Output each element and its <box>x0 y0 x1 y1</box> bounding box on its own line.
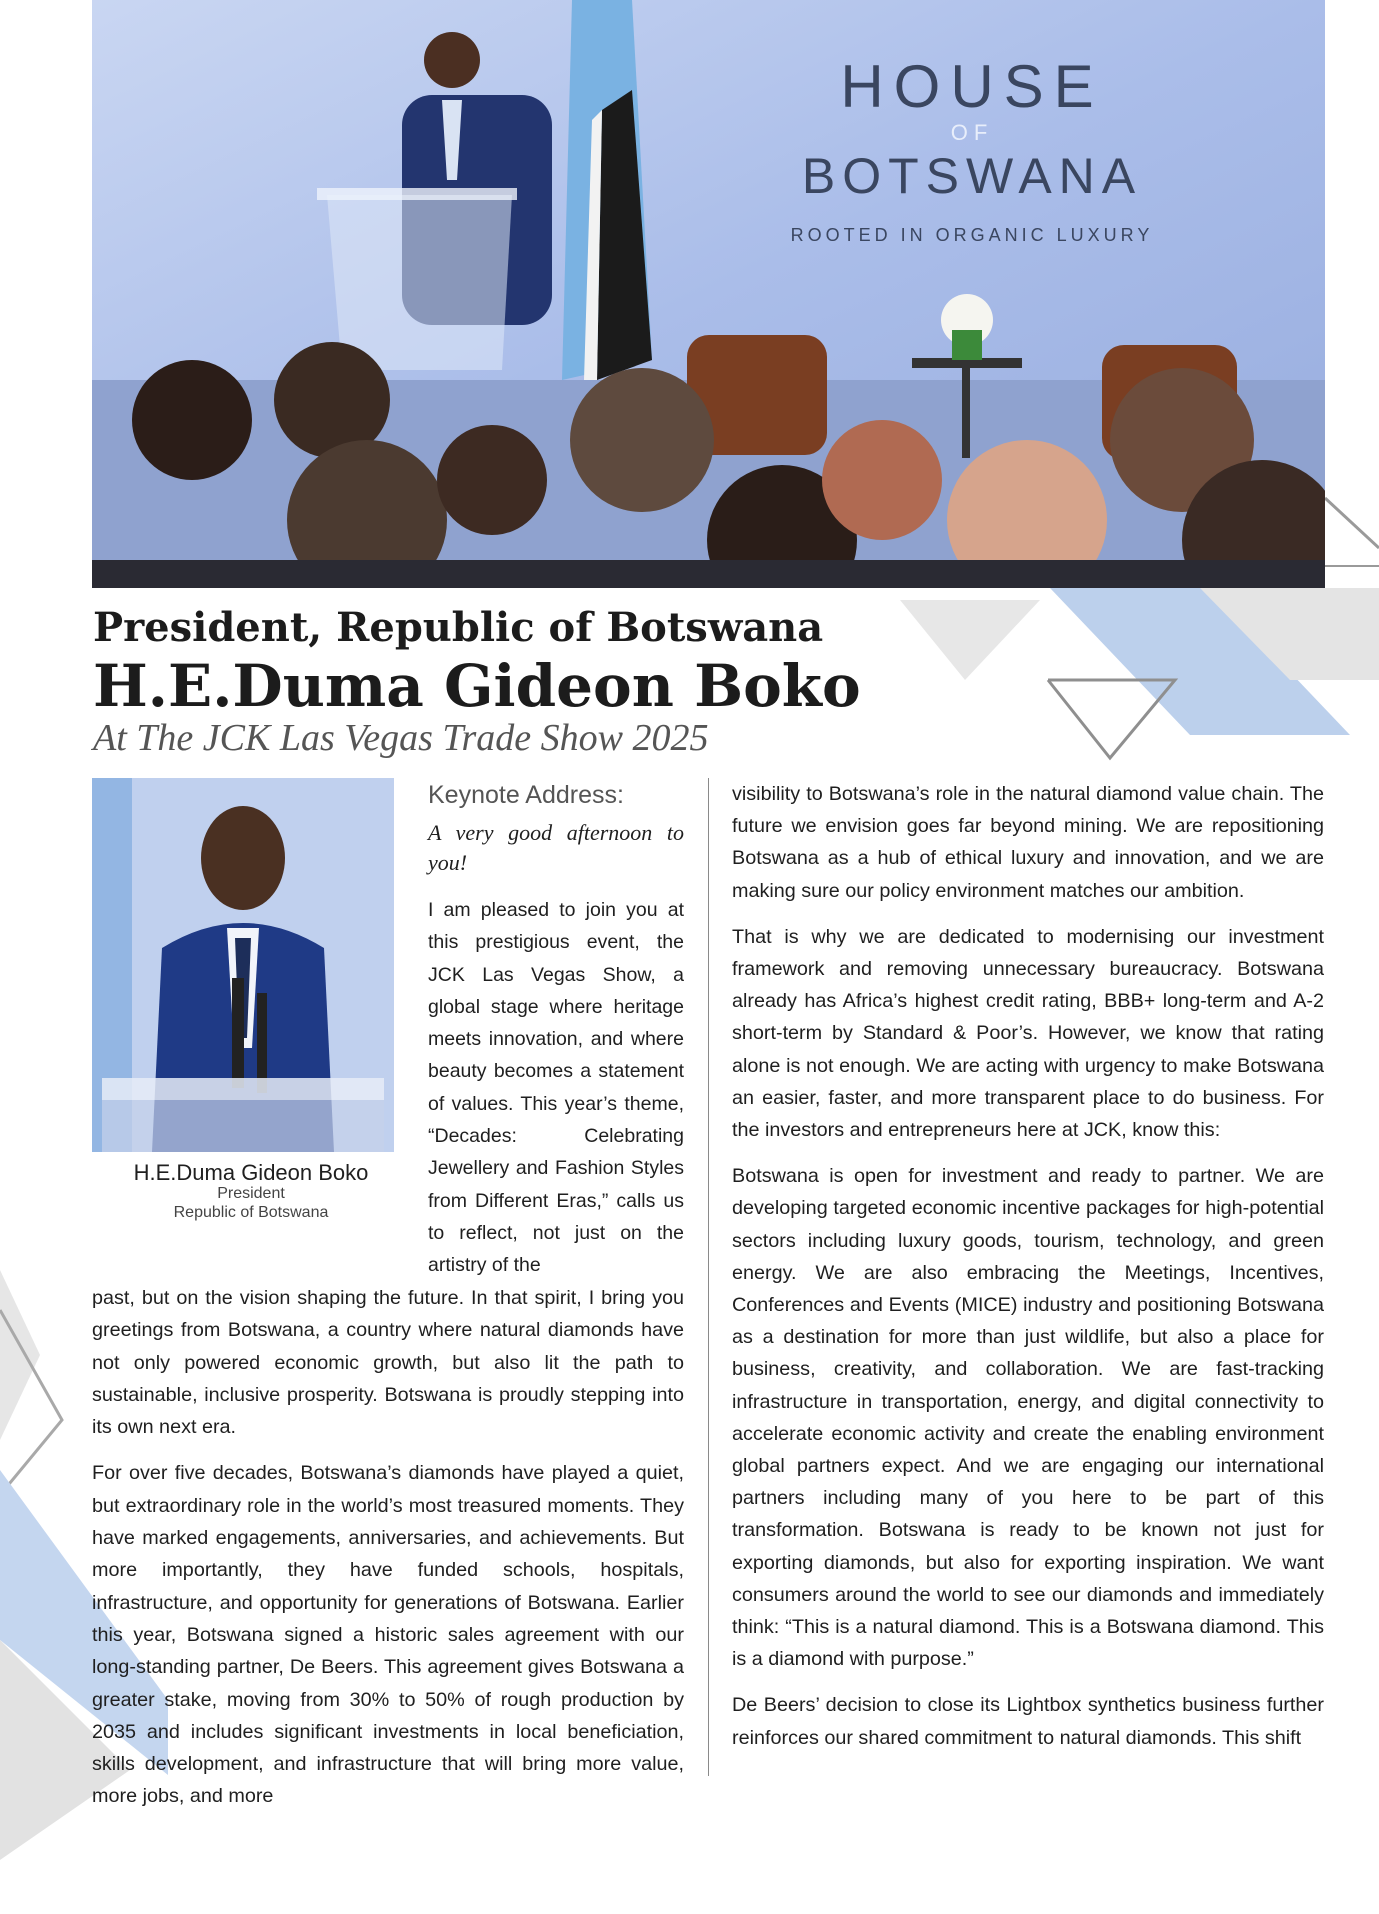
greeting: A very good afternoon to you! <box>428 820 684 875</box>
banner-text <box>732 55 1212 246</box>
paragraph-1-part-1: I am pleased to join you at this prestigious event, the JCK Las Vegas Show, a global stage where heritage meets innovation, and where beauty becomes a statement of values. This year’s theme, “Decades: Celebrating Jewellery and Fashion Styles from Different Eras,” calls us to reflect, not just on the artistry of the <box>428 899 684 1277</box>
caption-country: Republic of Botswana <box>173 1203 329 1221</box>
article-left-column <box>92 1282 684 1813</box>
paragraph-6: De Beers’ decision to close its Lightbox synthetics business further reinforces our shared commitment to natural diamonds. This shift <box>732 1694 1324 1749</box>
caption-role: President <box>217 1185 285 1203</box>
hero-photo <box>92 0 1325 588</box>
paragraph-2: For over five decades, Botswana’s diamonds have played a quiet, but extraordinary role in the world’s most treasured moments. They have marked engagements, anniversaries, and achievements. But more importantly, they have funded schools, hospitals, infrastructure, and opportunity for generations of Botswana. Earlier this year, Botswana signed a historic sales agreement with our long-standing partner, De Beers. This agreement gives Botswana a greater stake, moving from 30% to 50% of rough production by 2035 and includes significant investments in local beneficiation, skills development, and infrastructure that will bring more value, more jobs, and more <box>92 1462 684 1808</box>
paragraph-5: Botswana is open for investment and ready to partner. We are developing targeted economic incentive packages for high-potential sectors including luxury goods, tourism, technology, and green energy. We are also embracing the Meetings, Incentives, Conferences and Events (MICE) industry and positioning Botswana as a destination for more than just wildlife, but also a place for business, creativity, and collaboration. We are fast-tracking infrastructure in transportation, energy, and digital connectivity to accelerate economic activity and create the enabling environment global partners expect. And we are engaging our international partners including many of you here to be part of this transformation. Botswana is ready to be known not just for exporting diamonds, but also for exporting inspiration. We want consumers around the world to see our diamonds and immediately think: “This is a natural diamond. This is a Botswana diamond. This is a diamond with purpose.” <box>732 1165 1324 1671</box>
banner-tagline: ROOTED IN ORGANIC LUXURY <box>790 225 1154 245</box>
banner-line2: OF <box>950 120 994 145</box>
column-divider <box>708 778 709 1776</box>
paragraph-3: visibility to Botswana’s role in the natural diamond value chain. The future we envision goes far beyond mining. We are repositioning Botswana as a hub of ethical luxury and innovation, and we are making sure our policy environment matches our ambition. <box>732 783 1324 902</box>
article-intro-column <box>428 778 684 1282</box>
portrait-caption <box>92 1160 410 1222</box>
portrait-photo <box>92 778 394 1152</box>
banner-line1: HOUSE <box>840 53 1104 120</box>
caption-name: H.E.Duma Gideon Boko <box>133 1160 369 1185</box>
heading-title-role: President, Republic of Botswana <box>93 604 824 651</box>
heading-event: At The JCK Las Vegas Trade Show 2025 <box>93 717 709 759</box>
article-right-column <box>732 778 1324 1754</box>
banner-line3: BOTSWANA <box>801 148 1143 204</box>
paragraph-4: That is why we are dedicated to modernising our investment framework and removing unnecessary bureaucracy. Botswana already has Africa’s highest credit rating, BBB+ long-term and A-2 short-term by Standard & Poor’s. However, we know that rating alone is not enough. We are acting with urgency to make Botswana an easier, faster, and more transparent place to do business. For the investors and entrepreneurs here at JCK, know this: <box>732 925 1324 1142</box>
paragraph-1-part-2: past, but on the vision shaping the future. In that spirit, I bring you greetings from Botswana, a country where natural diamonds have not only powered economic growth, but also lit the path to sustainable, inclusive prosperity. Botswana is proudly stepping into its own next era. <box>92 1287 684 1439</box>
keynote-label: Keynote Address: <box>428 781 624 809</box>
heading-name: H.E.Duma Gideon Boko <box>93 652 861 720</box>
